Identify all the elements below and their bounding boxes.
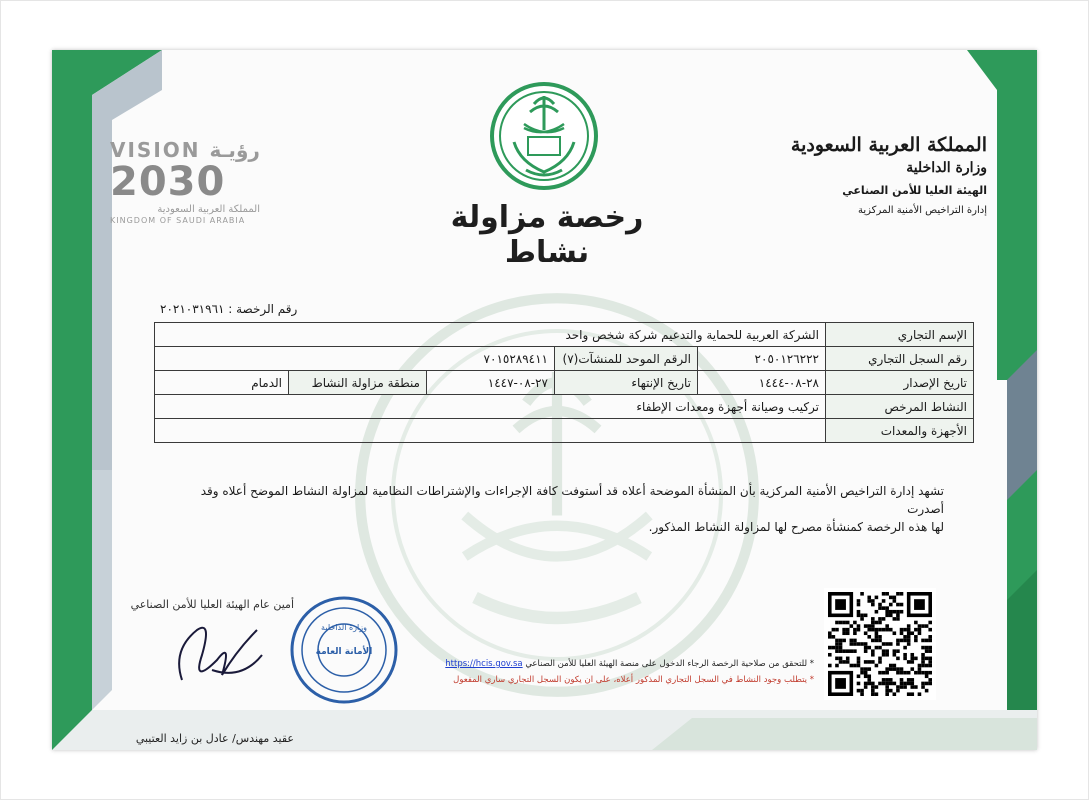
activity-label: النشاط المرخص	[826, 395, 974, 419]
trade-name-label: الإسم التجاري	[826, 323, 974, 347]
region-label: منطقة مزاولة النشاط	[289, 371, 427, 395]
note-line-1	[404, 656, 814, 672]
cr-label: رقم السجل التجاري	[826, 347, 974, 371]
equipment-label: الأجهزة والمعدات	[826, 419, 974, 443]
verification-notes	[404, 656, 814, 688]
unified-number-label: الرقم الموحد للمنشآت(٧)	[555, 347, 698, 371]
table-row	[155, 323, 974, 347]
vision-kingdom-en: KINGDOM OF SAUDI ARABIA	[110, 216, 246, 225]
license-details-table	[154, 322, 974, 443]
table-row	[155, 395, 974, 419]
kingdom-name: المملكة العربية السعودية	[790, 134, 987, 156]
signature	[162, 610, 272, 690]
authority-name: الهيئة العليا للأمن الصناعي	[842, 184, 987, 197]
ministry-emblem	[490, 82, 598, 190]
license-number: رقم الرخصة : ٢٠٢١٠٣١٩٦١	[160, 302, 298, 316]
department-name: إدارة التراخيص الأمنية المركزية	[858, 205, 987, 216]
trade-name-value: الشركة العربية للحماية والتدعيم شركة شخص واحد	[155, 323, 826, 347]
certificate-title: رخصة مزاولة نشاط	[450, 200, 644, 270]
table-row	[155, 419, 974, 443]
certification-statement	[164, 482, 944, 536]
issue-date-value: ٢٨-٠٨-١٤٤٤	[698, 371, 826, 395]
equipment-value	[155, 419, 826, 443]
note-1-text: * للتحقق من صلاحية الرخصة الرجاء الدخول على منصة الهيئة العليا للأمن الصناعي	[525, 659, 814, 669]
qr-code-icon	[828, 592, 932, 696]
cr-value: ٢٠٥٠١٢٦٢٢٢	[698, 347, 826, 371]
official-stamp	[288, 594, 400, 706]
certificate-paper	[52, 50, 1037, 750]
vision-2030-logo	[110, 138, 260, 225]
stamp-center: الأمانة العامة	[315, 647, 373, 657]
activity-value: تركيب وصيانة أجهزة ومعدات الإطفاء	[155, 395, 826, 419]
officer-title: أمين عام الهيئة العليا للأمن الصناعي	[130, 598, 294, 611]
vision-year: 2030	[110, 159, 226, 205]
issue-date-label: تاريخ الإصدار	[826, 371, 974, 395]
qr-code[interactable]	[824, 588, 936, 700]
table-row	[155, 371, 974, 395]
statement-line-1: تشهد إدارة التراخيص الأمنية المركزية بأن المنشأة الموضحة أعلاه قد أستوفت كافة الإجراءات والإشتراطات النظامية لمزاولة النشاط الموضح أعلاه وقد أصدرت	[200, 484, 944, 516]
officer-name: عقيد مهندس/ عادل بن زايد العتيبي	[135, 732, 294, 745]
vision-label: VISION رؤيـة	[110, 138, 260, 162]
table-row	[155, 347, 974, 371]
verification-link[interactable]: https://hcis.gov.sa	[445, 659, 523, 669]
region-value: الدمام	[155, 371, 289, 395]
unified-number-value: ٧٠١٥٢٨٩٤١١	[155, 347, 555, 371]
expiry-date-value: ٢٧-٠٨-١٤٤٧	[427, 371, 555, 395]
ministry-name: وزارة الداخلية	[906, 160, 987, 176]
stamp-ministry: وزارة الداخلية	[321, 623, 367, 632]
ministry-header	[777, 134, 987, 216]
note-line-2: * يتطلب وجود النشاط في السجل التجاري المذكور أعلاه، على ان يكون السجل التجاري ساري المفعول	[453, 675, 814, 685]
expiry-date-label: تاريخ الإنتهاء	[555, 371, 698, 395]
statement-line-2: لها هذه الرخصة كمنشأة مصرح لها لمزاولة النشاط المذكور.	[648, 520, 944, 534]
vision-kingdom-ar: المملكة العربية السعودية	[157, 204, 260, 215]
